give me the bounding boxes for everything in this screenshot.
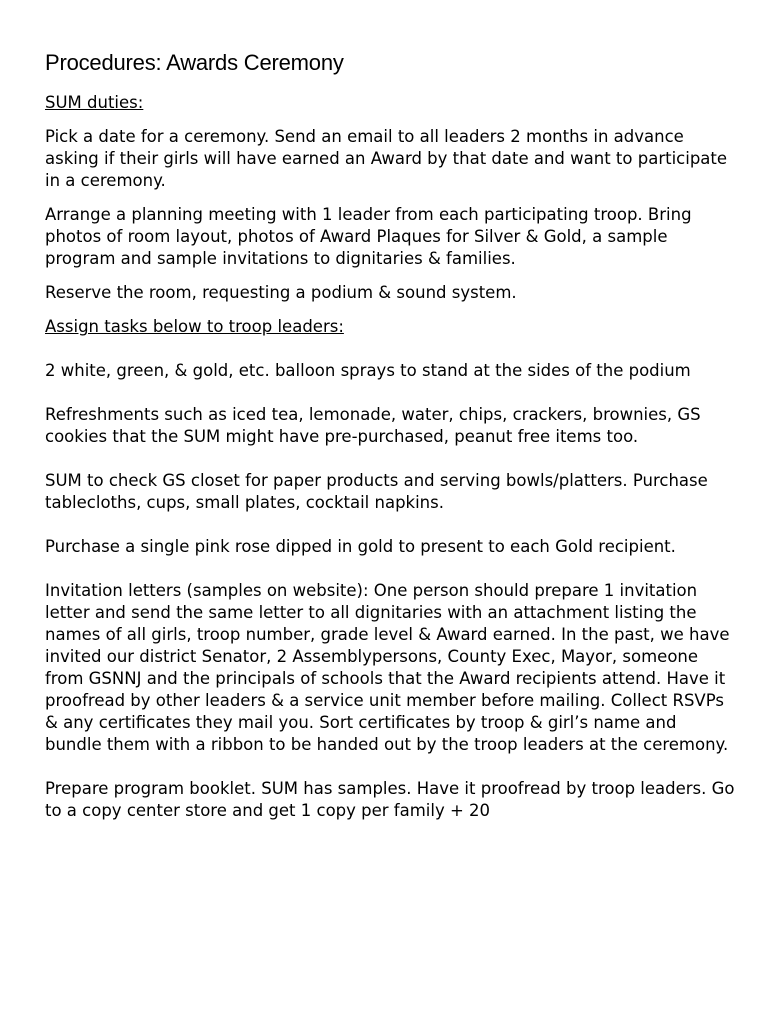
page-title: Procedures: Awards Ceremony: [45, 50, 344, 75]
assign-tasks-heading: Assign tasks below to troop leaders:: [45, 317, 344, 336]
task-paragraph: 2 white, green, & gold, etc. balloon sprays to stand at the sides of the podium: [45, 361, 691, 380]
sum-duty-paragraph: Pick a date for a ceremony. Send an email to all leaders 2 months in advance asking if their girls will have earned an Award by that date and want to participate in a ceremony.: [45, 127, 728, 190]
sum-duties-heading: SUM duties:: [45, 93, 144, 112]
task-paragraph: SUM to check GS closet for paper products and serving bowls/platters. Purchase tablecloths, cups, small plates, cocktail napkins.: [45, 471, 708, 512]
sum-duty-paragraph: Reserve the room, requesting a podium & sound system.: [45, 283, 517, 302]
sum-duty-paragraph: Arrange a planning meeting with 1 leader from each participating troop. Bring photos of room layout, photos of Award Plaques for Silver & Gold, a sample program and sample invitations to dignitaries & families.: [45, 205, 692, 268]
document-page: [45, 48, 735, 834]
task-paragraph: Prepare program booklet. SUM has samples. Have it proofread by troop leaders. Go to a copy center store and get 1 copy per family + 20: [45, 779, 735, 820]
task-paragraph: Invitation letters (samples on website): One person should prepare 1 invitation letter and send the same letter to all dignitaries with an attachment listing the names of all girls, troop number, grade level & Award earned. In the past, we have invited our district Senator, 2 Assemblypersons, County Exec, Mayor, someone from GSNNJ and the principals of schools that the Award recipients attend. Have it proofread by other leaders & a service unit member before mailing. Collect RSVPs & any certificates they mail you. Sort certificates by troop & girl’s name and bundle them with a ribbon to be handed out by the troop leaders at the ceremony.: [45, 581, 730, 754]
task-paragraph: Purchase a single pink rose dipped in gold to present to each Gold recipient.: [45, 537, 676, 556]
task-paragraph: Refreshments such as iced tea, lemonade, water, chips, crackers, brownies, GS cookies that the SUM might have pre-purchased, peanut free items too.: [45, 405, 701, 446]
